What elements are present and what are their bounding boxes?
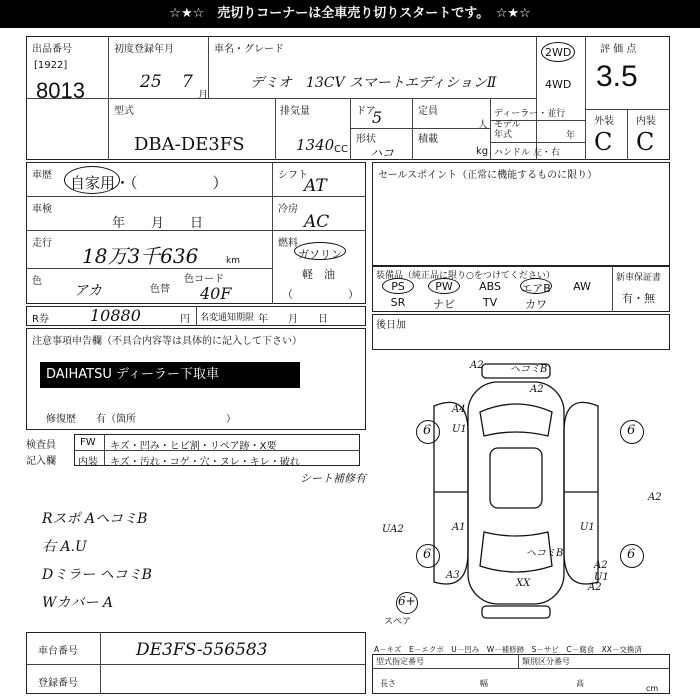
damage-mark: A2 [588,582,602,593]
tax-label: R券 [32,314,49,325]
damage-mark: U1 [580,522,595,533]
banner: ☆★☆ 売切りコーナーは全車売り切りスタートです。 ☆★☆ [0,0,700,28]
mileage-value: 18万3千636 [82,244,199,268]
km-unit: km [226,256,240,266]
tire-depth: 6 [627,547,636,562]
loading-label: 積載 [418,134,438,145]
damage-mark: U1 [594,572,609,583]
lot-number: 8013 [36,78,85,103]
interior-label: 内装 [636,116,656,127]
capacity-label: 定員 [418,106,438,117]
tire-depth: 6 [627,423,636,438]
score: 3.5 [596,60,638,93]
damage-mark: ヘコミB [526,548,564,559]
first-reg-label: 初度登録年月 [114,44,174,55]
history-circle [64,166,120,194]
shift-value: AT [304,176,327,196]
ni-label: 内装 [78,457,98,468]
lot-sub: [1922] [34,60,68,71]
shift-label: シフト [278,170,308,181]
doors-label: ドア [356,106,376,117]
tire-depth: 6 [423,423,432,438]
person-unit: 人 [478,120,488,131]
lot-label: 出品番号 [32,44,72,55]
handwritten-note: Dミラー ヘコミB [42,567,152,583]
width-label: 幅 [480,679,488,688]
damage-mark: A2 [530,384,544,395]
ac-value: AC [304,212,330,232]
damage-mark: A3 [446,570,460,581]
dealer-tag: DAIHATSU ディーラー下取車 [40,362,300,388]
yen-unit: 円 [180,314,190,325]
equipment-circle [520,278,552,294]
damage-mark: ヘコミB [510,364,548,375]
car-name: デミオ 13CV スマートエディションⅡ [250,75,497,91]
color-code-label: 色コード [184,274,224,285]
mileage-label: 走行 [32,238,52,249]
ni-items: キズ・汚れ・コゲ・穴・ヌレ・キレ・破れ [110,457,300,468]
damage-mark: A4 [452,404,466,415]
equipment-label: 装備品（純正品に限り○をつけてください） [376,271,555,281]
exterior-label: 外装 [594,116,614,127]
chassis-label: 車台番号 [38,646,78,657]
cm-unit: cm [646,684,659,693]
equipment-item: エアB [521,282,551,295]
drive-2wd: 2WD [545,46,572,59]
fuel-label: 燃料 [278,238,298,249]
color-value: アカ [74,283,102,299]
drive-4wd: 4WD [545,78,572,91]
type-label: 型式指定番号 [376,657,424,666]
handwritten-note: 右 A.U [42,539,87,555]
month-unit: 月 [198,90,208,101]
spare-value: 6+ [398,594,416,608]
fuel-circle [294,242,346,260]
model-code: DBA-DE3FS [134,134,245,155]
score-label: 評 価 点 [600,44,637,55]
inspection-value: 年 月 日 [112,216,204,231]
damage-mark: UA2 [382,524,404,535]
chassis-value: DE3FS-556583 [136,640,268,660]
notice-value: 年 月 日 [258,314,328,325]
fuel-value: ガソリン [298,248,342,261]
equipment-item: ナビ [433,298,455,311]
equipment-item: SR [390,296,406,309]
equipment-item: カワ [525,298,547,311]
model-label: 型式 [114,106,134,117]
equipment-item: PW [435,280,453,293]
cc-unit: CC [334,144,348,155]
first-reg-month: 7 [182,72,193,92]
inspector-extra: シート補修有 [300,472,366,485]
year-unit: 年 [566,131,576,141]
legend: A－キズ E－エクボ U－凹み W－補修跡 S－サビ C－腐食 XX－交換済 [374,645,642,654]
reg-label: 登録番号 [38,678,78,689]
sales-point-label: セールスポイント（正常に機能するものに限り） [378,170,598,181]
car-name-label: 車名・グレード [214,44,284,55]
equipment-item: ABS [479,280,501,293]
first-reg-year: 25 [140,72,162,92]
handwritten-note: Rスポ AヘコミB [42,511,148,527]
fuel-other: （ ） [282,288,359,301]
repair-label: 修復歴 有（箇所 ） [46,414,236,425]
notes-label: 注意事項申告欄（不具合内容等は具体的に記入して下さい） [32,336,302,347]
doors: 5 [372,108,383,127]
handwritten-note: Wカバー A [42,595,113,611]
drive-2wd-circle [541,42,575,62]
damage-mark: A2 [470,360,484,371]
shape-label: 形状 [356,134,376,145]
history-value: 自家用・（ ） [70,174,228,192]
length-label: 長さ [380,679,396,688]
tax-value: 10880 [90,306,141,325]
shape: ハコ [370,146,395,160]
color-code: 40F [200,284,232,303]
dealer-label: ディーラー・並行 [494,109,566,119]
exterior-grade: C [594,128,613,156]
new-car-label: 新車保証書 [616,273,662,283]
model-year-label: モデル 年式 [494,120,521,140]
spare-label: スペア [384,617,412,627]
damage-mark: A2 [648,492,662,503]
displacement: 1340 [296,136,335,154]
history-label: 車歴 [32,170,52,181]
after-label: 後日加 [376,320,406,331]
tire-depth: 6 [423,547,432,562]
damage-mark: A2 [594,560,608,571]
equipment-item: TV [482,296,498,309]
interior-grade: C [636,128,655,156]
fw-items: キズ・凹み・ヒビ割・リペア跡・X要 [110,441,277,452]
equipment-circle [382,278,414,294]
inspector-label-2: 記入欄 [26,456,56,467]
equipment-circle [428,278,460,294]
after-block [372,314,670,350]
displacement-label: 排気量 [280,106,310,117]
class-label: 類別区分番号 [522,657,570,666]
inspection-label: 車検 [32,204,52,215]
kg-unit: kg [476,146,489,157]
handle-label: ハンドル 左・右 [494,148,560,158]
fuel-light: 軽 油 [302,268,335,281]
fw-label: FW [80,437,96,448]
new-car-value: 有・無 [622,292,655,305]
equipment-item: PS [391,280,405,293]
notice-label: 名変通知期限 [200,313,255,323]
ac-label: 冷房 [278,204,298,215]
inspector-label-1: 検査員 [26,440,56,451]
damage-mark: XX [516,578,531,589]
height-label: 高 [576,679,584,688]
equipment-item: AW [573,280,591,293]
color-label: 色 [32,276,42,287]
color-change-label: 色替 [150,284,170,295]
damage-mark: U1 [452,424,467,435]
damage-mark: A1 [452,522,466,533]
